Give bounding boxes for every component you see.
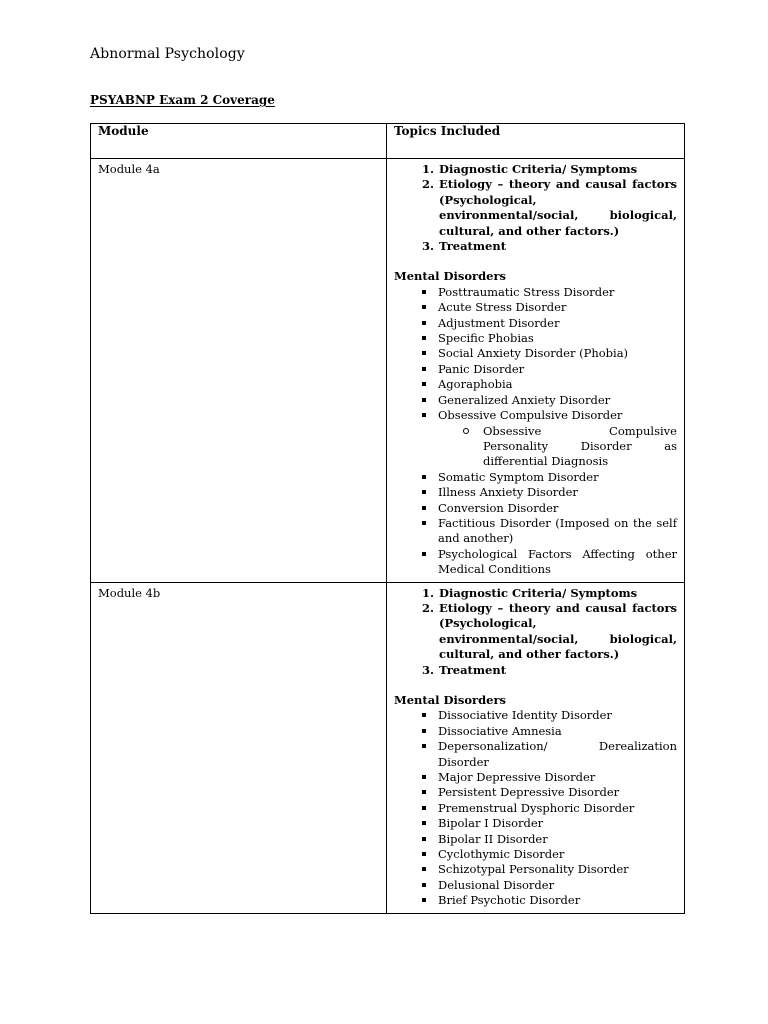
column-header-module: Module	[91, 124, 387, 159]
list-item: Generalized Anxiety Disorder	[438, 393, 677, 408]
list-item: Panic Disorder	[438, 362, 677, 377]
list-item: Adjustment Disorder	[438, 316, 677, 331]
disorder-list	[394, 285, 677, 578]
list-item: Illness Anxiety Disorder	[438, 485, 677, 500]
module-name: Module 4a	[91, 159, 387, 583]
list-item: Acute Stress Disorder	[438, 300, 677, 315]
table-header-row	[91, 124, 685, 159]
list-item: Social Anxiety Disorder (Phobia)	[438, 346, 677, 361]
table-row	[91, 582, 685, 913]
criteria-item: 1. Diagnostic Criteria/ Symptoms	[438, 586, 677, 601]
table-row	[91, 159, 685, 583]
module-name: Module 4b	[91, 582, 387, 913]
criteria-item: 1. Diagnostic Criteria/ Symptoms	[438, 162, 677, 177]
list-item: Somatic Symptom Disorder	[438, 470, 677, 485]
document-heading: PSYABNP Exam 2 Coverage	[90, 93, 275, 107]
list-item: Bipolar I Disorder	[438, 816, 677, 831]
list-item: Premenstrual Dysphoric Disorder	[438, 801, 677, 816]
list-item: Cyclothymic Disorder	[438, 847, 677, 862]
criteria-item: 3. Treatment	[438, 663, 677, 678]
course-title: Abnormal Psychology	[90, 46, 245, 62]
criteria-item: 3. Treatment	[438, 239, 677, 254]
list-item: Delusional Disorder	[438, 878, 677, 893]
criteria-list	[394, 586, 677, 678]
column-header-topics: Topics Included	[387, 124, 685, 159]
list-item: Dissociative Identity Disorder	[438, 708, 677, 723]
coverage-table	[90, 123, 685, 914]
list-item: Brief Psychotic Disorder	[438, 893, 677, 908]
list-item: Obsessive Compulsive Disorder	[438, 408, 677, 423]
list-item: Dissociative Amnesia	[438, 724, 677, 739]
criteria-item: 2. Etiology – theory and causal factors (Psychological, environmental/social, biological, cultural, and other factors.)	[438, 177, 677, 239]
list-item: Major Depressive Disorder	[438, 770, 677, 785]
list-item: Psychological Factors Affecting other Medical Conditions	[438, 546, 677, 577]
sublist-holder	[438, 424, 677, 470]
criteria-item: 2. Etiology – theory and causal factors (Psychological, environmental/social, biological, cultural, and other factors.)	[438, 601, 677, 663]
list-item: Schizotypal Personality Disorder	[438, 862, 677, 877]
list-item: Factitious Disorder (Imposed on the self and another)	[438, 515, 677, 546]
list-item: Persistent Depressive Disorder	[438, 785, 677, 800]
ocd-sublist	[438, 424, 677, 470]
list-item: Specific Phobias	[438, 331, 677, 346]
list-item: Bipolar II Disorder	[438, 832, 677, 847]
list-subitem: Obsessive Compulsive Personality Disorder as differential Diagnosis	[483, 423, 677, 469]
criteria-list	[394, 162, 677, 254]
section-label: Mental Disorders	[394, 693, 506, 707]
list-item: Conversion Disorder	[438, 501, 677, 516]
disorder-list	[394, 708, 677, 908]
list-item: Depersonalization/ Derealization Disorder	[438, 739, 677, 769]
topics-cell	[387, 159, 685, 583]
list-item: Agoraphobia	[438, 377, 677, 392]
topics-cell	[387, 582, 685, 913]
section-label: Mental Disorders	[394, 269, 506, 284]
list-item: Posttraumatic Stress Disorder	[438, 285, 677, 300]
